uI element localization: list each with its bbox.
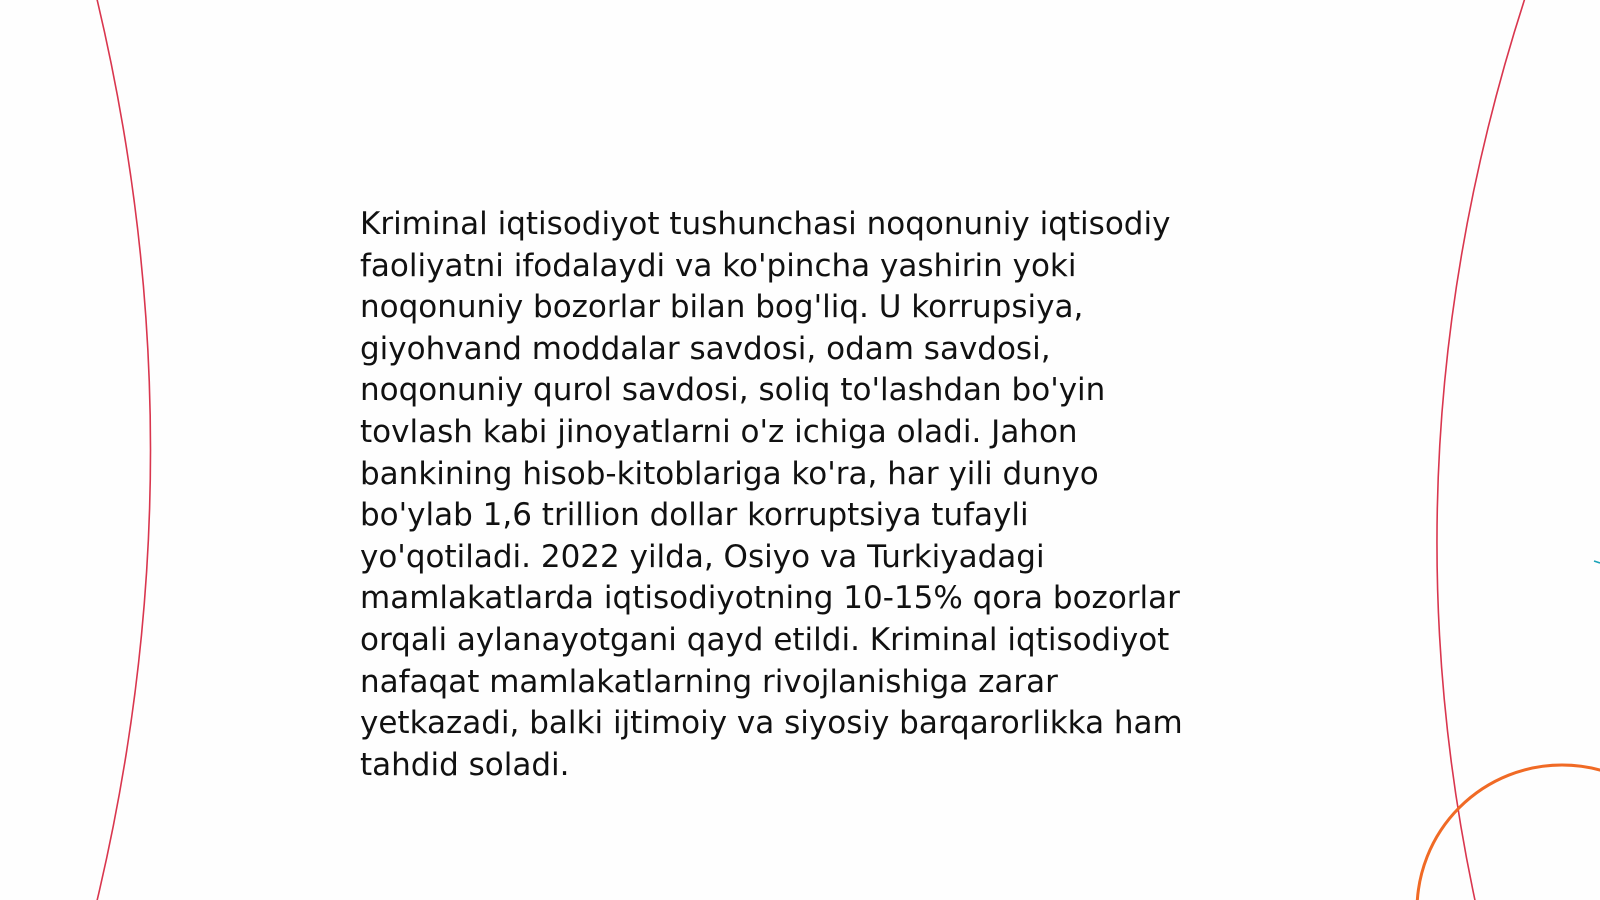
orange-circle-arc <box>1417 765 1600 900</box>
left-curve-line <box>96 0 151 900</box>
body-paragraph: Kriminal iqtisodiyot tushunchasi noqonuniy iqtisodiy faoliyatni ifodalaydi va ko'pincha yashirin yoki noqonuniy bozorlar bilan bog'liq. U korrupsiya, giyohvand moddalar savdosi, odam savdosi, noqonuniy qurol savdosi, soliq to'lashdan bo'yin tovlash kabi jinoyatlarni o'z ichiga oladi. Jahon bankining hisob-kitoblariga ko'ra, har yili dunyo bo'ylab 1,6 trillion dollar korruptsiya tufayli yo'qotiladi. 2022 yilda, Osiyo va Turkiyadagi mamlakatlarda iqtisodiyotning 10-15% qora bozorlar orqali aylanayotgani qayd etildi. Kriminal iqtisodiyot nafaqat mamlakatlarning rivojlanishiga zarar yetkazadi, balki ijtimoiy va siyosiy barqarorlikka ham tahdid soladi. <box>360 206 1183 783</box>
teal-mark <box>1594 561 1600 563</box>
right-curve-line <box>1437 0 1526 900</box>
